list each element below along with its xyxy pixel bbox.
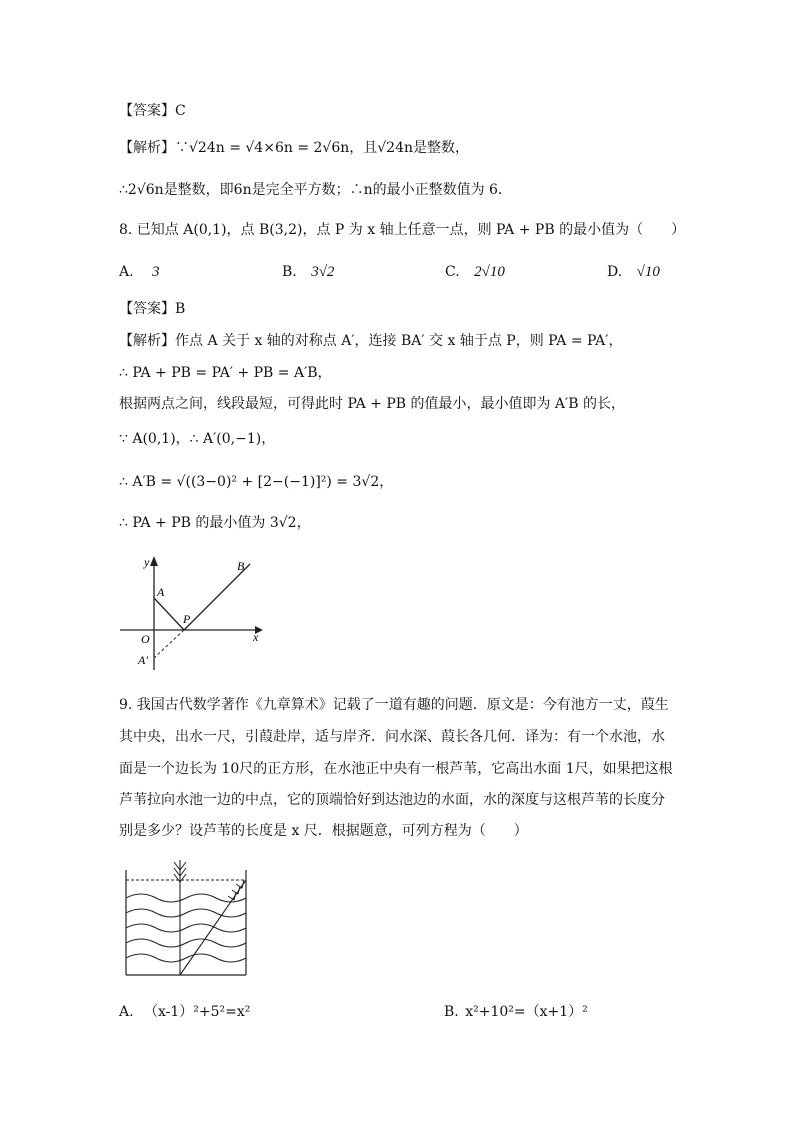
option-label: C. — [445, 264, 460, 280]
q8-option-d — [607, 262, 660, 282]
q9-stem-line3: 面是一个边长为 10尺的正方形，在水池正中央有一根芦苇，它高出水面 1尺，如果把这根 — [119, 761, 673, 777]
label-a-prime: A′ — [138, 653, 148, 667]
q8-answer: 【答案】B — [119, 301, 186, 317]
option-value: 3 — [152, 264, 160, 280]
segment-pa-prime — [154, 630, 184, 658]
waves — [126, 894, 246, 962]
reed-slanted — [180, 880, 246, 975]
q9-option-a — [119, 1002, 250, 1022]
label-b: B — [237, 559, 245, 573]
segment-ap — [154, 598, 184, 630]
option-value: 3√2 — [311, 264, 335, 280]
q9-pond-figure — [118, 858, 258, 978]
q8-option-c — [445, 262, 505, 282]
label-x: x — [253, 630, 259, 644]
option-label: B. — [444, 1004, 459, 1020]
q9-option-b — [444, 1002, 588, 1022]
y-axis-arrow — [150, 556, 158, 566]
option-value: x²+10²=（x+1）² — [465, 1004, 588, 1020]
q8-analysis-line3: 根据两点之间，线段最短，可得此时 PA + PB 的值最小，最小值即为 A′B 的长， — [119, 396, 625, 412]
q9-stem-line2: 其中央，出水一尺，引葭赴岸，适与岸齐．问水深、葭长各几何．译为：有一个水池，水 — [119, 729, 665, 745]
reed-slanted-tip — [228, 880, 244, 900]
segment-pb — [184, 564, 250, 630]
option-label: A. — [119, 1004, 134, 1020]
q8-option-b — [282, 262, 334, 282]
option-value: 2√10 — [474, 264, 505, 280]
q8-analysis-line4: ∵ A(0,1)，∴ A′(0,−1)， — [119, 431, 276, 447]
q8-option-a — [119, 262, 160, 282]
label-a: A — [157, 585, 165, 599]
q9-stem-line4: 芦苇拉向水池一边的中点，它的顶端恰好到达池边的水面，水的深度与这根芦苇的长度分 — [119, 792, 665, 808]
q8-coordinate-figure — [110, 550, 270, 675]
option-label: A. — [119, 264, 134, 280]
q9-stem-line5: 别是多少？设芦苇的长度是 x 尺．根据题意，可列方程为（ ） — [119, 823, 528, 839]
q7-analysis-line1: 【解析】∵√24n = √4×6n = 2√6n，且√24n是整数， — [119, 140, 469, 156]
q8-analysis-line2: ∴ PA + PB = PA′ + PB = A′B， — [119, 365, 332, 381]
label-o: O — [141, 632, 150, 646]
q9-stem-line1: 9. 我国古代数学著作《九章算术》记载了一道有趣的问题．原文是：今有池方一丈，葭生 — [119, 697, 669, 713]
option-value: （x-1）²+5²=x² — [144, 1004, 251, 1020]
q8-analysis-line1: 【解析】作点 A 关于 x 轴的对称点 A′，连接 BA′ 交 x 轴于点 P，则 PA = PA′， — [119, 333, 623, 349]
option-label: B. — [282, 264, 297, 280]
option-value: √10 — [636, 264, 660, 280]
q8-analysis-line6: ∴ PA + PB 的最小值为 3√2， — [119, 515, 311, 531]
option-label: D. — [607, 264, 623, 280]
q8-analysis-line5: ∴ A′B = √((3−0)² + [2−(−1)]²) = 3√2， — [119, 474, 394, 490]
q8-stem: 8. 已知点 A(0,1)，点 B(3,2)，点 P 为 x 轴上任意一点，则 PA + PB 的最小值为（ ） — [119, 222, 686, 238]
label-p: P — [183, 612, 191, 626]
q7-answer: 【答案】C — [119, 103, 186, 119]
label-y: y — [144, 555, 150, 569]
q7-analysis-line2: ∴2√6n是整数，即6n是完全平方数；∴n的最小正整数值为 6． — [119, 182, 512, 198]
